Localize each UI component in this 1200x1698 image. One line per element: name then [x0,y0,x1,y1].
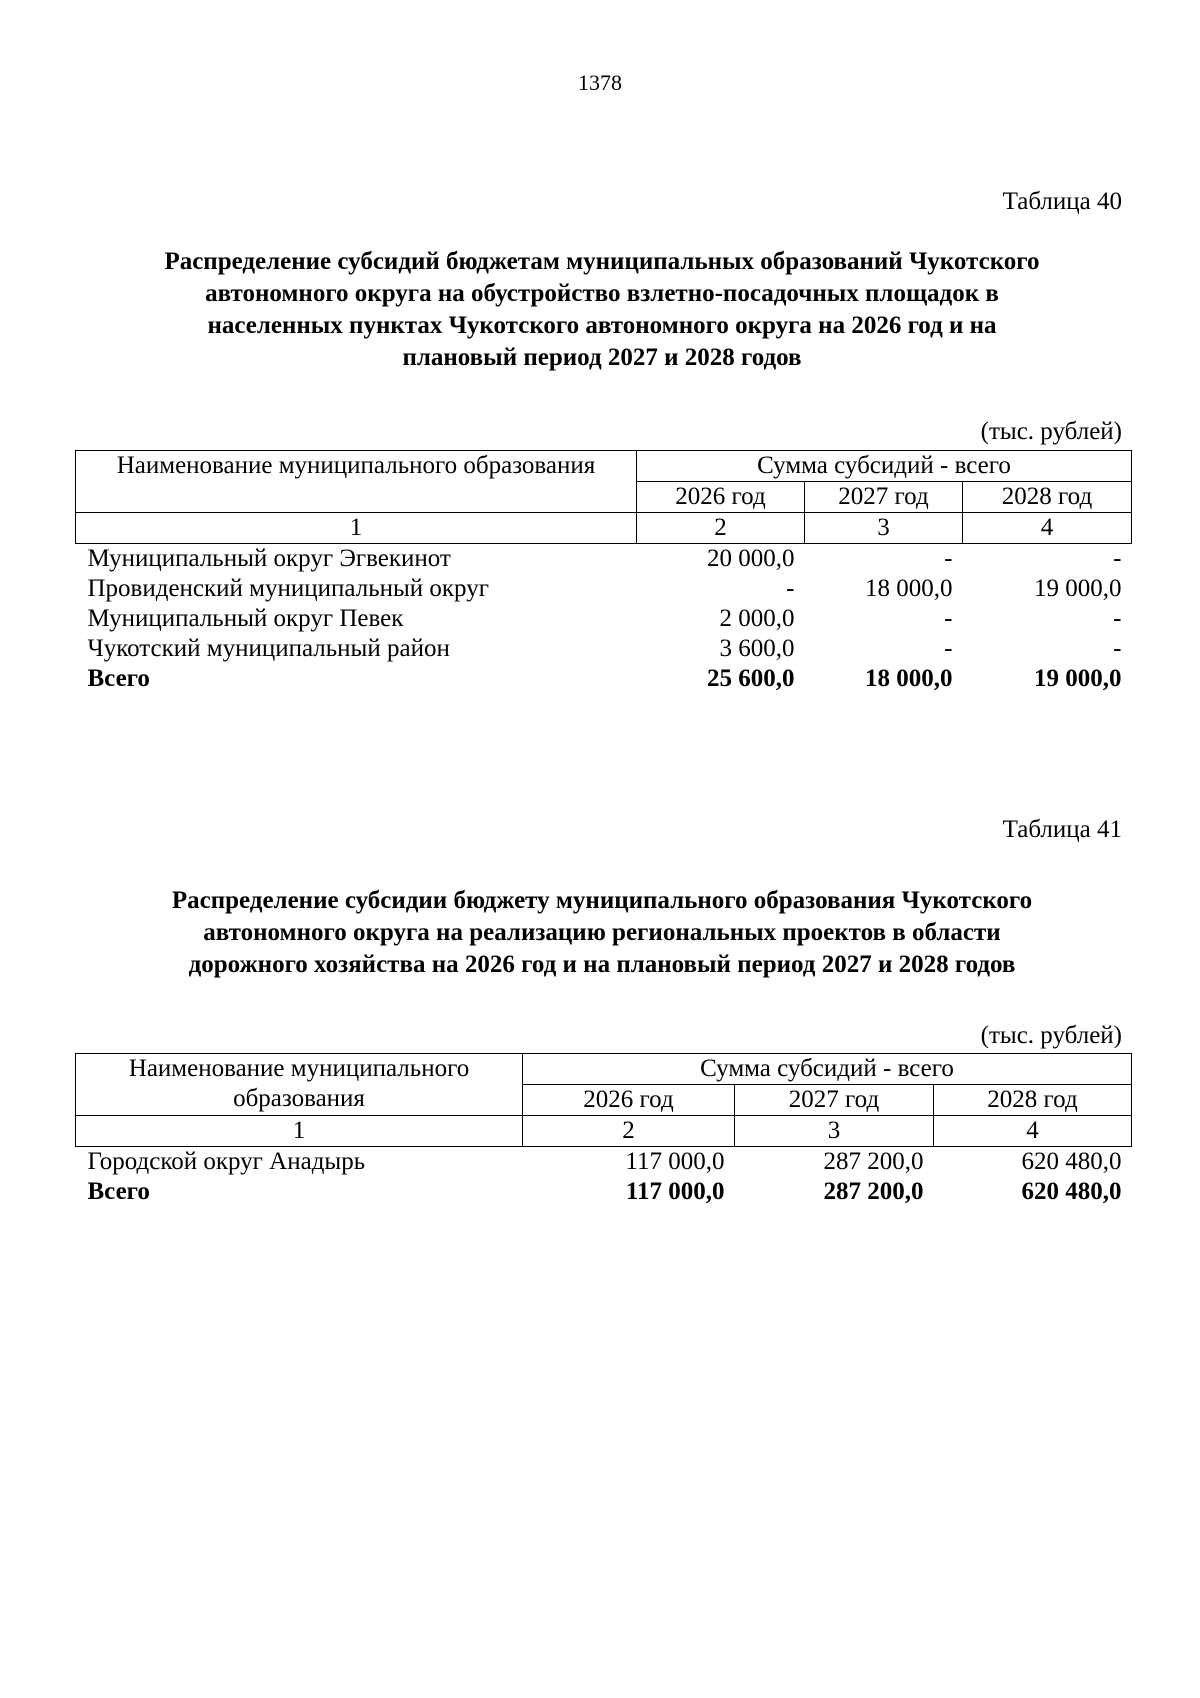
value-2027: - [944,635,953,662]
column-header-2028: 2028 год [963,482,1132,513]
column-header-sum: Сумма субсидий - всего [637,451,1132,482]
value-2026: 3 600,0 [719,635,795,662]
value-2026: 117 000,0 [625,1148,725,1175]
total-2027: 18 000,0 [865,665,953,692]
value-2028: - [1113,635,1122,662]
municipality-name: Муниципальный округ Эгвекинот [87,545,451,572]
column-header-name: Наименование муниципального образования [76,1054,523,1116]
title-line: населенных пунктах Чукотского автономного округа на 2026 год и на [207,312,997,339]
table-41-label: Таблица 41 [1002,816,1122,843]
table-41-title [80,885,1124,981]
total-label: Всего [87,1178,150,1205]
column-number: 1 [76,513,637,544]
title-line: Распределение субсидии бюджету муниципального образования Чукотского [171,887,1033,914]
total-label: Всего [87,665,150,692]
table-40-unit: (тыс. рублей) [980,418,1122,445]
column-number: 4 [963,513,1132,544]
table-41 [75,1053,1132,1207]
value-2027: - [944,545,953,572]
table-41-unit: (тыс. рублей) [980,1022,1122,1049]
value-2026: 2 000,0 [719,605,795,632]
total-2028: 620 480,0 [1021,1178,1122,1205]
page-number: 1378 [578,70,622,95]
column-number: 1 [76,1116,523,1147]
column-number: 2 [523,1116,735,1147]
value-2027: 287 200,0 [823,1148,924,1175]
title-line: Распределение субсидий бюджетам муниципальных образований Чукотского [164,248,1040,275]
total-2027: 287 200,0 [823,1178,924,1205]
title-line: автономного округа на обустройство взлетно-посадочных площадок в [205,280,999,307]
column-header-sum: Сумма субсидий - всего [523,1054,1132,1085]
total-2026: 117 000,0 [625,1178,725,1205]
table-row [76,634,1132,664]
municipality-name: Муниципальный округ Певек [87,605,404,632]
table-row [76,604,1132,634]
column-number: 4 [934,1116,1132,1147]
table-40-label: Таблица 40 [1002,188,1122,215]
column-number: 3 [805,513,963,544]
title-line: автономного округа на реализацию региональных проектов в области [203,919,1001,946]
value-2026: - [786,575,795,602]
table-row [76,544,1132,575]
table-row [76,574,1132,604]
value-2026: 20 000,0 [707,545,795,572]
column-number: 2 [637,513,805,544]
total-row [76,1177,1132,1207]
column-header-2028: 2028 год [934,1085,1132,1116]
value-2027: 18 000,0 [865,575,953,602]
table-40-title [80,246,1124,374]
municipality-name: Городской округ Анадырь [87,1148,366,1175]
value-2028: - [1113,605,1122,632]
title-line: дорожного хозяйства на 2026 год и на плановый период 2027 и 2028 годов [188,951,1016,978]
municipality-name: Чукотский муниципальный район [87,635,450,662]
column-header-2027: 2027 год [805,482,963,513]
column-number: 3 [735,1116,934,1147]
value-2028: 620 480,0 [1021,1148,1122,1175]
column-header-name: Наименование муниципального образования [76,451,637,513]
value-2028: 19 000,0 [1034,575,1122,602]
municipality-name: Провиденский муниципальный округ [87,575,489,602]
total-row [76,664,1132,694]
table-40 [75,450,1132,694]
value-2027: - [944,605,953,632]
total-2026: 25 600,0 [707,665,795,692]
column-header-2027: 2027 год [735,1085,934,1116]
title-line: плановый период 2027 и 2028 годов [402,344,802,371]
column-header-2026: 2026 год [523,1085,735,1116]
column-header-2026: 2026 год [637,482,805,513]
total-2028: 19 000,0 [1034,665,1122,692]
table-row [76,1147,1132,1178]
value-2028: - [1113,545,1122,572]
